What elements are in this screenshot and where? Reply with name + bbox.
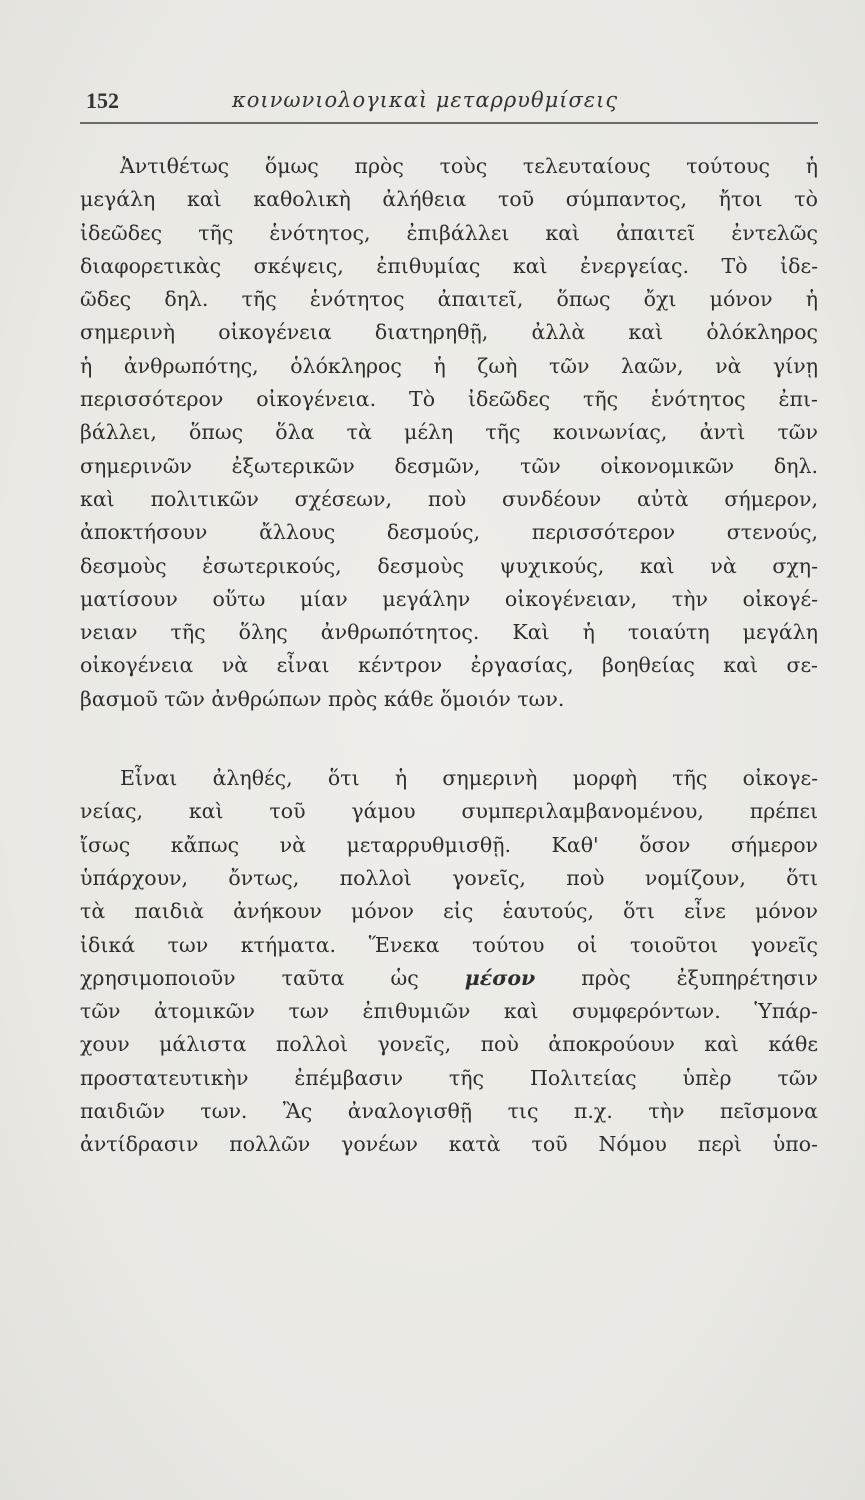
text-line: βάλλει, ὅπως ὅλα τὰ μέλη τῆς κοινωνίας, ἀντὶ τῶν [80,420,818,445]
text-line: ἰδεῶδες τῆς ἑνότητος, ἐπιβάλλει καὶ ἀπαιτεῖ ἐντελῶς [80,220,818,245]
text-line: χουν μάλιστα πολλοὶ γονεῖς, ποὺ ἀποκρούουν καὶ κάθε [80,1032,818,1057]
text-line: διαφορετικὰς σκέψεις, ἐπιθυμίας καὶ ἐνεργείας. Τὸ ἰδε- [80,253,818,278]
header-rule [80,122,818,124]
text-line: ματίσουν οὕτω μίαν μεγάλην οἰκογένειαν, τὴν οἰκογέ- [80,586,818,611]
text-line: ἀποκτήσουν ἄλλους δεσμούς, περισσότερον στενούς, [80,520,818,545]
page-header [80,82,818,126]
text-line: περισσότερον οἰκογένεια. Τὸ ἰδεῶδες τῆς ἑνότητος ἐπι- [80,387,818,412]
text-fragment: πρὸς ἐξυπηρέτησιν [581,965,818,990]
text-line: οἰκογένεια νὰ εἶναι κέντρον ἐργασίας, βοηθείας καὶ σε- [80,653,818,678]
text-line: Ἀντιθέτως ὅμως πρὸς τοὺς τελευταίους τούτους ἡ [120,154,818,178]
paragraph-gap [80,716,818,762]
text-line-with-emphasis [80,962,818,995]
text-line: ἴσως κἄπως νὰ μεταρρυθμισθῇ. Καθ' ὅσον σήμερον [80,832,818,857]
text-line: βασμοῦ τῶν ἀνθρώπων πρὸς κάθε ὅμοιόν των. [80,686,565,711]
text-line: καὶ πολιτικῶν σχέσεων, ποὺ συνδέουν αὐτὰ σήμερον, [80,486,818,511]
emphasized-word: μέσον [464,965,536,990]
text-line: ἀντίδρασιν πολλῶν γονέων κατὰ τοῦ Νόμου περὶ ὑπο- [80,1132,818,1157]
paragraph-1 [80,150,818,716]
text-line: νειαν τῆς ὅλης ἀνθρωπότητος. Καὶ ἡ τοιαύτη μεγάλη [80,620,818,645]
text-line: σημερινῶν ἐξωτερικῶν δεσμῶν, τῶν οἰκονομικῶν δηλ. [80,453,818,478]
text-line: τὰ παιδιὰ ἀνήκουν μόνον εἰς ἑαυτούς, ὅτι εἶνε μόνον [80,899,818,924]
text-line: ἡ ἀνθρωπότης, ὁλόκληρος ἡ ζωὴ τῶν λαῶν, νὰ γίνῃ [80,353,818,378]
text-line: ἰδικά των κτήματα. Ἕνεκα τούτου οἱ τοιοῦτοι γονεῖς [80,932,818,957]
text-line: μεγάλη καὶ καθολικὴ ἀλήθεια τοῦ σύμπαντος, ἤτοι τὸ [80,187,818,212]
text-fragment: χρησιμοποιοῦν ταῦτα ὡς [80,965,419,990]
text-line: σημερινὴ οἰκογένεια διατηρηθῇ, ἀλλὰ καὶ ὁλόκληρος [80,320,818,345]
page-number: 152 [86,88,119,113]
paragraph-2 [80,762,818,1162]
running-title: κοινωνιολογικαὶ μεταρρυθμίσεις [232,88,619,112]
text-line: ῶδες δηλ. τῆς ἑνότητος ἀπαιτεῖ, ὅπως ὄχι μόνον ἡ [80,287,818,312]
text-line: προστατευτικὴν ἐπέμβασιν τῆς Πολιτείας ὑπὲρ τῶν [80,1065,818,1090]
text-line: Εἶναι ἀληθές, ὅτι ἡ σημερινὴ μορφὴ τῆς οἰκογε- [120,766,818,791]
text-line: ὑπάρχουν, ὄντως, πολλοὶ γονεῖς, ποὺ νομίζουν, ὅτι [80,865,818,890]
text-line: δεσμοὺς ἐσωτερικούς, δεσμοὺς ψυχικούς, καὶ νὰ σχη- [80,553,818,578]
text-line: τῶν ἀτομικῶν των ἐπιθυμιῶν καὶ συμφερόντων. Ὑπάρ- [80,999,818,1024]
text-line: παιδιῶν των. Ἂς ἀναλογισθῇ τις π.χ. τὴν πεῖσμονα [80,1099,818,1124]
body-text [80,150,818,1162]
text-line: νείας, καὶ τοῦ γάμου συμπεριλαμβανομένου, πρέπει [80,799,818,824]
